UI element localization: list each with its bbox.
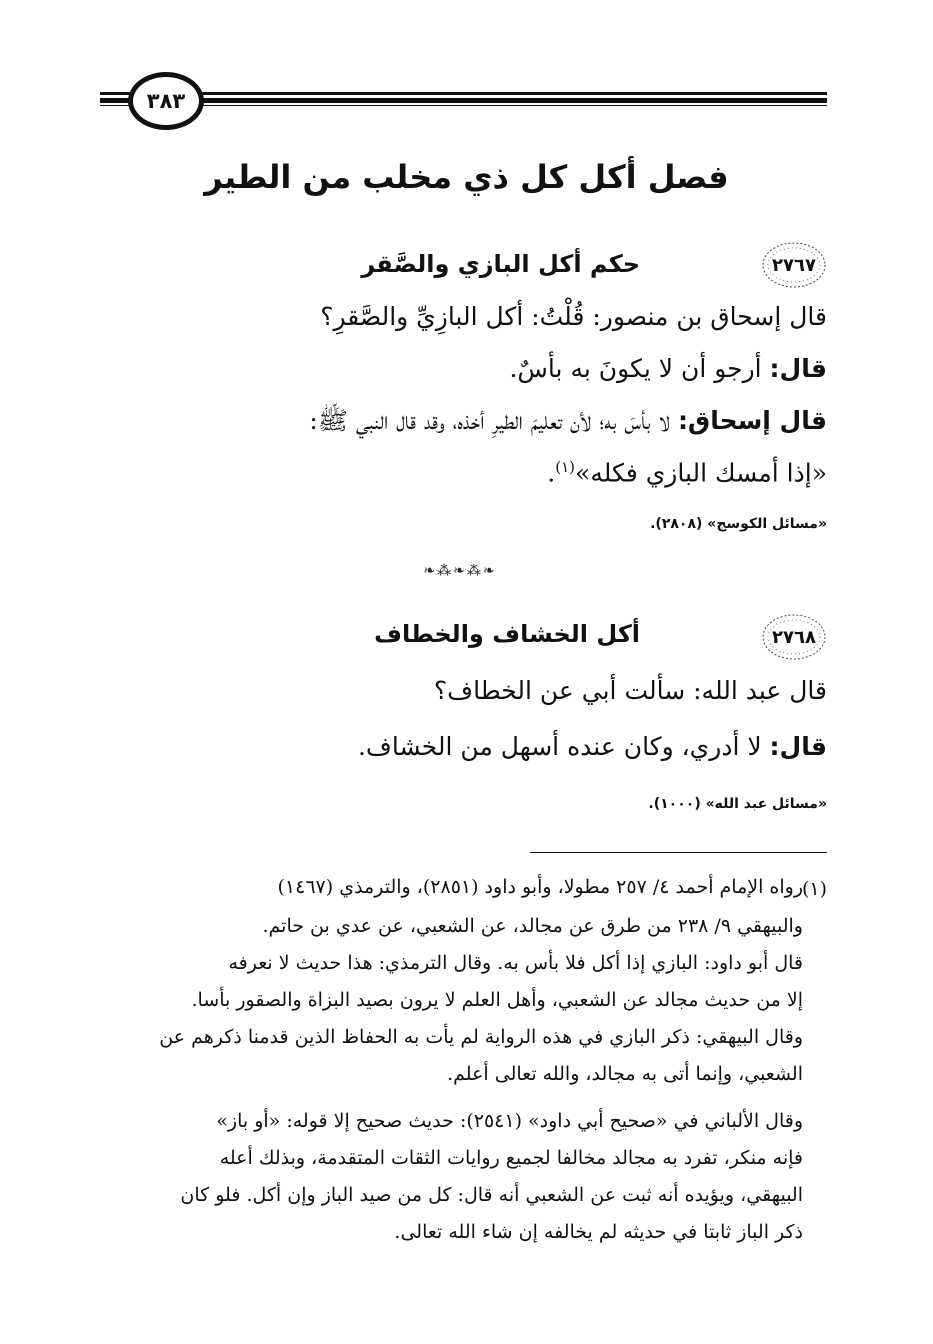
entry-number: ٢٧٦٨ (772, 626, 816, 648)
speaker-label: قال إسحاق: (677, 406, 827, 435)
line-text: قال عبد الله: سألت أبي عن الخطاف؟ (433, 676, 827, 705)
source-citation: «مسائل الكوسج» (٢٨٠٨). (650, 516, 827, 532)
line-text: قال إسحاق بن منصور: قُلْتُ: أكل البازِيِّ والصَّقرِ؟ (320, 302, 827, 331)
line-text: «إذا أمسك البازي فكله» (575, 458, 827, 488)
footnote-line: وقال الألباني في «صحيح أبي داود» (٢٥٤١): حديث صحيح إلا قوله: «أو باز» (216, 1110, 803, 1132)
line-text: أرجو أن لا يكونَ به بأسٌ. (509, 354, 770, 383)
line-tail: . (547, 458, 556, 488)
footnote-line: ذكر الباز ثابتا في حديثه لم يخالفه إن شاء الله تعالى. (394, 1221, 803, 1243)
footnote-line: فإنه منكر، تفرد به مجالد مخالفا لجميع روايات الثقات المتقدمة، وبذلك أعله (219, 1147, 803, 1169)
text-line (90, 302, 827, 332)
text-line (90, 458, 827, 488)
text-line (90, 732, 827, 762)
text-line (90, 676, 827, 706)
footnote-separator (530, 852, 827, 853)
header-rule (100, 92, 827, 106)
entry-number: ٢٧٦٧ (772, 254, 816, 276)
footnote-line: إلا من حديث مجالد عن الشعبي، وأهل العلم لا يرون بصيد البزاة والصقور بأسا. (191, 989, 803, 1011)
footnote-line: البيهقي، ويؤيده أنه ثبت عن الشعبي أنه قال: كل من صيد الباز وإن أكل. فلو كان (180, 1184, 803, 1206)
footnote-reference[interactable]: (١) (555, 458, 576, 476)
speaker-label: قال: (769, 732, 827, 761)
chapter-title: فصل أكل كل ذي مخلب من الطير (204, 158, 729, 196)
entry-number-badge (761, 240, 827, 290)
source-citation: «مسائل عبد الله» (١٠٠٠). (648, 796, 827, 812)
footnote-line: وقال البيهقي: ذكر البازي في هذه الرواية لم يأت به الحفاظ الذين قدمنا ذكرهم عن (159, 1026, 803, 1048)
section-divider-ornament: ❧⁂❧⁂❧ (423, 563, 497, 579)
footnote-line: الشعبي، وإنما أتى به مجالد، والله تعالى أعلم. (447, 1063, 803, 1085)
footnote-line: رواه الإمام أحمد ٤/ ٢٥٧ مطولا، وأبو داود (٢٨٥١)، والترمذي (١٤٦٧) (277, 876, 803, 898)
section-heading: حكم أكل البازي والصَّقر (361, 250, 640, 278)
entry-number-badge (761, 612, 827, 662)
line-text: لا أدري، وكان عنده أسهل من الخشاف. (357, 732, 770, 761)
speaker-label: قال: (769, 354, 827, 383)
footnote-line: والبيهقي ٩/ ٢٣٨ من طرق عن مجالد، عن الشعبي، عن عدي بن حاتم. (262, 915, 803, 937)
section-heading: أكل الخشاف والخطاف (374, 620, 640, 648)
text-line (90, 406, 827, 436)
line-text: لا بأسَ به؛ لأن تعليمَ الطيرِ أخذه، وقد قال النبي ﷺ: (309, 406, 678, 435)
page-number: ٣٨٣ (128, 72, 204, 130)
text-line (90, 354, 827, 384)
footnote-marker: (١) (801, 878, 827, 900)
footnote-line: قال أبو داود: البازي إذا أكل فلا بأس به. وقال الترمذي: هذا حديث لا نعرفه (228, 952, 803, 974)
